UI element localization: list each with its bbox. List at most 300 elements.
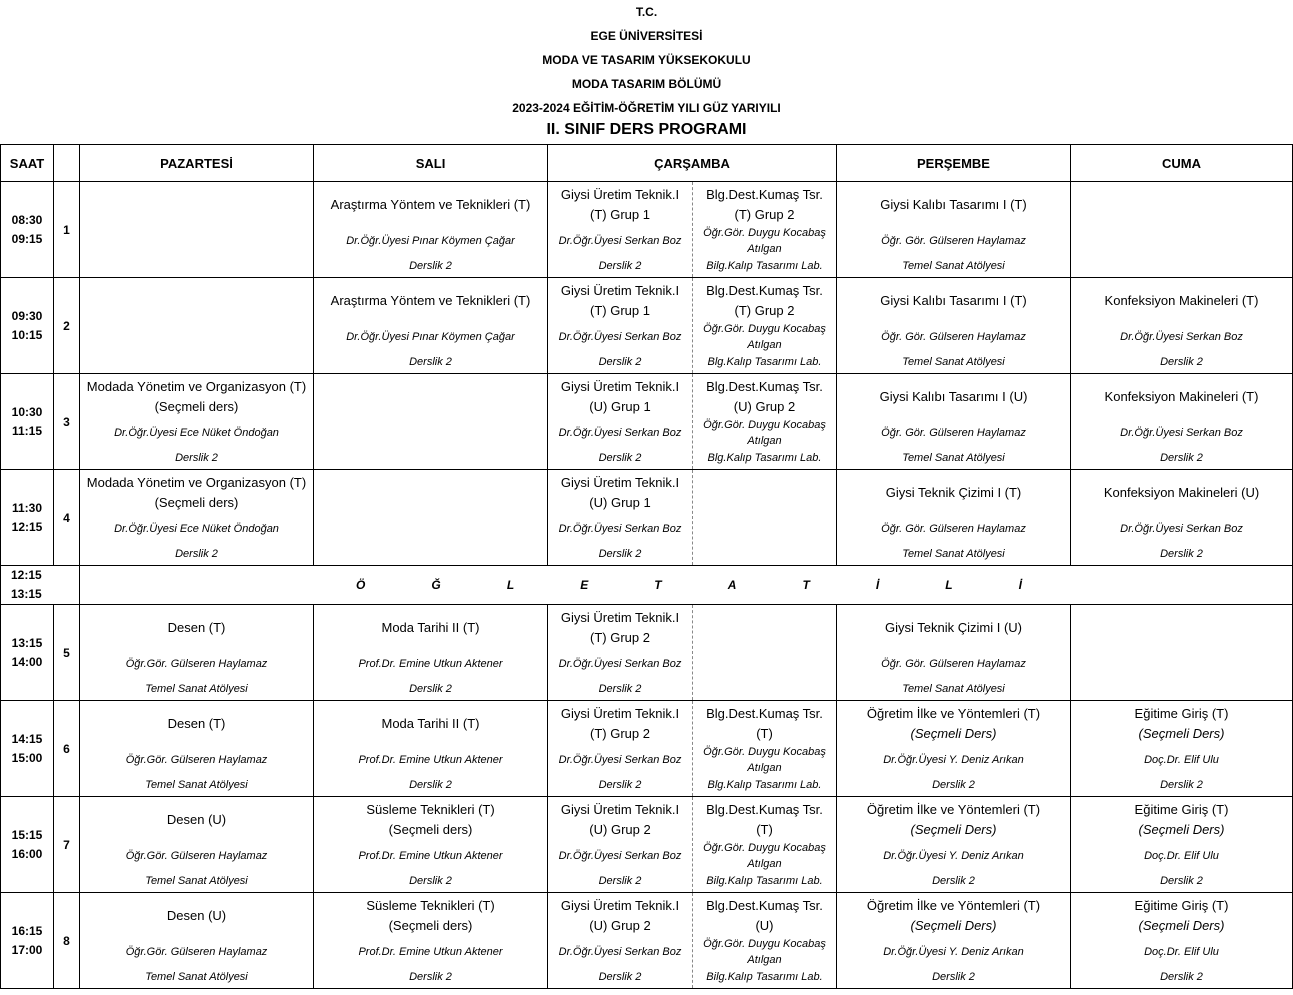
- course-name: [837, 470, 1070, 515]
- classroom: Derslik 2: [598, 970, 642, 983]
- course-title: Giysi Üretim Teknik.I: [560, 474, 680, 490]
- instructor-name-cont: Atılgan: [747, 434, 782, 447]
- cell-cuma: [1071, 470, 1293, 566]
- course-block: [80, 701, 313, 796]
- instructor: [693, 938, 836, 965]
- time-cell: [1, 278, 54, 374]
- classroom: Derslik 2: [932, 874, 975, 887]
- course-subtitle: (Seçmeli ders): [154, 494, 239, 510]
- course-block: [1071, 374, 1292, 469]
- instructor: [837, 323, 1070, 350]
- course-name: [1071, 374, 1292, 419]
- instructor: [548, 227, 692, 254]
- instructor-name-cont: Atılgan: [747, 953, 782, 966]
- course-block: [693, 278, 836, 373]
- instructor: [1071, 938, 1292, 965]
- classroom: Derslik 2: [175, 547, 218, 560]
- instructor: [80, 842, 313, 869]
- instructor-name: Dr.Öğr.Üyesi Serkan Boz: [1120, 426, 1243, 439]
- instructor-name: Öğr.Gör. Gülseren Haylamaz: [125, 657, 268, 670]
- course-name: [837, 182, 1070, 227]
- course-subtitle: (U) Grup 1: [589, 398, 651, 414]
- header-line-5: 2023-2024 EĞİTİM-ÖĞRETİM YILI GÜZ YARIYILI: [512, 101, 781, 115]
- classroom: Temel Sanat Atölyesi: [902, 547, 1005, 560]
- instructor-name: Öğr.Gör. Gülseren Haylamaz: [125, 753, 268, 766]
- lunch-letter: T: [802, 578, 810, 592]
- instructor: [314, 842, 547, 869]
- period-number: 5: [54, 605, 80, 701]
- classroom: Derslik 2: [1160, 778, 1203, 791]
- course-title: Blg.Dest.Kumaş Tsr.: [706, 378, 823, 394]
- instructor-name: Prof.Dr. Emine Utkun Aktener: [358, 945, 503, 958]
- lunch-letter: E: [580, 578, 589, 592]
- course-name: [837, 605, 1070, 650]
- instructor: [548, 419, 692, 446]
- instructor: [314, 650, 547, 677]
- classroom: Bilg.Kalıp Tasarımı Lab.: [706, 874, 823, 887]
- instructor-name: Öğr.Gör. Gülseren Haylamaz: [125, 945, 268, 958]
- end-time: 14:00: [11, 654, 43, 669]
- course-name: [693, 278, 836, 323]
- cell-carsamba-b: [693, 893, 837, 989]
- course-title: Giysi Üretim Teknik.I: [560, 801, 680, 817]
- classroom: Blg.Kalıp Tasarımı Lab.: [707, 778, 822, 791]
- course-subtitle: (U) Grup 1: [589, 494, 651, 510]
- cell-cuma: [1071, 182, 1293, 278]
- table-row: [1, 470, 1293, 566]
- classroom: Temel Sanat Atölyesi: [902, 355, 1005, 368]
- classroom: Derslik 2: [598, 547, 642, 560]
- course-title: Desen (T): [167, 715, 226, 731]
- instructor: [837, 938, 1070, 965]
- instructor-name: Dr.Öğr.Üyesi Y. Deniz Arıkan: [883, 849, 1024, 862]
- period-number: 8: [54, 893, 80, 989]
- instructor: [548, 323, 692, 350]
- table-row: [1, 797, 1293, 893]
- course-title: Blg.Dest.Kumaş Tsr.: [706, 801, 823, 817]
- classroom: Derslik 2: [598, 682, 642, 695]
- instructor: [693, 419, 836, 446]
- course-block: [837, 605, 1070, 700]
- cell-carsamba-b: [693, 470, 837, 566]
- cell-cuma: [1071, 278, 1293, 374]
- cell-persembe: [837, 278, 1071, 374]
- classroom: Derslik 2: [175, 451, 218, 464]
- course-name: [314, 278, 547, 323]
- classroom: Derslik 2: [598, 259, 642, 272]
- cell-pazartesi: [80, 470, 314, 566]
- cell-carsamba-b: [693, 605, 837, 701]
- instructor-name-cont: Atılgan: [747, 338, 782, 351]
- course-title: Öğretim İlke ve Yöntemleri (T): [866, 705, 1041, 721]
- course-name: [80, 605, 313, 650]
- cell-persembe: [837, 893, 1071, 989]
- course-name: [837, 374, 1070, 419]
- end-time: 10:15: [11, 327, 43, 342]
- course-subtitle: (Seçmeli Ders): [910, 821, 997, 837]
- course-title: Moda Tarihi II (T): [381, 715, 480, 731]
- course-block: [314, 701, 547, 796]
- course-name: [1071, 470, 1292, 515]
- col-carsamba: ÇARŞAMBA: [548, 145, 837, 182]
- instructor-name-cont: Atılgan: [747, 857, 782, 870]
- instructor: [1071, 515, 1292, 542]
- course-block: [314, 893, 547, 988]
- instructor: [80, 938, 313, 965]
- instructor-name: Dr.Öğr.Üyesi Serkan Boz: [558, 330, 682, 343]
- classroom: Derslik 2: [598, 355, 642, 368]
- cell-carsamba-a: [548, 278, 693, 374]
- instructor-name: Dr.Öğr.Üyesi Pınar Köymen Çağar: [346, 330, 515, 343]
- classroom: Blg.Kalıp Tasarımı Lab.: [707, 355, 822, 368]
- start-time: 15:15: [11, 827, 43, 842]
- course-subtitle: (T) Grup 1: [590, 206, 650, 222]
- course-block: [837, 470, 1070, 565]
- instructor: [548, 746, 692, 773]
- course-subtitle: (T) Grup 2: [734, 302, 795, 318]
- course-block: [1071, 893, 1292, 988]
- course-block: [837, 374, 1070, 469]
- course-title: Giysi Üretim Teknik.I: [560, 186, 680, 202]
- course-name: [837, 278, 1070, 323]
- course-name: [693, 893, 836, 938]
- course-title: Konfeksiyon Makineleri (T): [1104, 388, 1259, 404]
- course-subtitle: (Seçmeli Ders): [1138, 821, 1225, 837]
- instructor: [837, 419, 1070, 446]
- instructor: [837, 227, 1070, 254]
- course-title: Konfeksiyon Makineleri (T): [1104, 292, 1259, 308]
- course-subtitle: (T) Grup 2: [590, 725, 650, 741]
- instructor-name: Prof.Dr. Emine Utkun Aktener: [358, 753, 503, 766]
- course-block: [314, 605, 547, 700]
- classroom: Derslik 2: [932, 970, 975, 983]
- course-name: [314, 605, 547, 650]
- course-title: Desen (T): [167, 619, 226, 635]
- course-name: [80, 797, 313, 842]
- cell-pazartesi: [80, 278, 314, 374]
- instructor-name: Dr.Öğr.Üyesi Y. Deniz Arıkan: [883, 753, 1024, 766]
- classroom: Temel Sanat Atölyesi: [145, 874, 248, 887]
- course-subtitle: (Seçmeli ders): [154, 398, 239, 414]
- lunch-letter: İ: [875, 578, 880, 592]
- cell-pazartesi: [80, 797, 314, 893]
- instructor-name: Dr.Öğr.Üyesi Serkan Boz: [558, 234, 682, 247]
- course-subtitle: (Seçmeli Ders): [910, 725, 997, 741]
- instructor-name: Dr.Öğr.Üyesi Serkan Boz: [1120, 330, 1243, 343]
- course-title: Araştırma Yöntem ve Teknikleri (T): [330, 292, 531, 308]
- classroom: Derslik 2: [598, 451, 642, 464]
- course-subtitle: (T) Grup 2: [590, 629, 650, 645]
- cell-sali: [314, 470, 548, 566]
- course-block: [80, 893, 313, 988]
- instructor-name: Doç.Dr. Elif Ulu: [1144, 945, 1219, 958]
- header-line-2: EGE ÜNİVERSİTESİ: [590, 29, 703, 43]
- instructor-name: Dr.Öğr.Üyesi Serkan Boz: [558, 849, 682, 862]
- time-cell: [1, 605, 54, 701]
- lunch-break: [80, 566, 1293, 605]
- course-title: Süsleme Teknikleri (T): [366, 897, 495, 913]
- course-block: [80, 374, 313, 469]
- course-subtitle: (U): [755, 917, 774, 933]
- cell-carsamba-a: [548, 182, 693, 278]
- lunch-letter: L: [506, 578, 515, 592]
- course-block: [837, 278, 1070, 373]
- instructor: [314, 323, 547, 350]
- classroom: Derslik 2: [598, 778, 642, 791]
- classroom: Derslik 2: [409, 874, 452, 887]
- course-name: [548, 182, 692, 227]
- document-header: [0, 0, 1293, 142]
- instructor: [314, 938, 547, 965]
- start-time: 14:15: [11, 731, 43, 746]
- course-title: Giysi Üretim Teknik.I: [560, 609, 680, 625]
- instructor: [837, 746, 1070, 773]
- col-saat: SAAT: [1, 145, 54, 182]
- instructor-name: Öğr. Gör. Gülseren Haylamaz: [881, 330, 1026, 343]
- header-line-4: MODA TASARIM BÖLÜMÜ: [571, 77, 722, 91]
- course-title: Giysi Teknik Çizimi I (U): [885, 619, 1022, 635]
- course-title: Desen (U): [166, 907, 227, 923]
- cell-carsamba-a: [548, 605, 693, 701]
- cell-persembe: [837, 374, 1071, 470]
- course-title: Giysi Üretim Teknik.I: [560, 282, 680, 298]
- course-name: [837, 893, 1070, 938]
- cell-pazartesi: [80, 701, 314, 797]
- instructor: [80, 419, 313, 446]
- start-time: 10:30: [11, 404, 43, 419]
- course-block: [1071, 278, 1292, 373]
- instructor: [1071, 323, 1292, 350]
- course-name: [548, 701, 692, 746]
- instructor-name: Dr.Öğr.Üyesi Serkan Boz: [1120, 522, 1243, 535]
- course-title: Blg.Dest.Kumaş Tsr.: [706, 282, 823, 298]
- instructor: [314, 746, 547, 773]
- course-name: [1071, 893, 1292, 938]
- classroom: Temel Sanat Atölyesi: [902, 682, 1005, 695]
- cell-carsamba-a: [548, 797, 693, 893]
- course-block: [1071, 701, 1292, 796]
- col-number: [54, 145, 80, 182]
- course-subtitle: (U) Grup 2: [733, 398, 796, 414]
- end-time: 17:00: [11, 942, 43, 957]
- course-name: [548, 605, 692, 650]
- time-cell: [1, 182, 54, 278]
- lunch-letter: L: [945, 578, 953, 592]
- start-time: 16:15: [11, 923, 43, 938]
- course-name: [80, 470, 313, 515]
- cell-sali: [314, 374, 548, 470]
- course-title: Eğitime Giriş (T): [1134, 897, 1229, 913]
- period-number: 2: [54, 278, 80, 374]
- instructor-name: Öğr.Gör. Duygu Kocabaş: [703, 745, 826, 758]
- course-subtitle: (T) Grup 1: [590, 302, 650, 318]
- course-title: Blg.Dest.Kumaş Tsr.: [706, 897, 823, 913]
- instructor-name: Dr.Öğr.Üyesi Serkan Boz: [558, 753, 682, 766]
- cell-carsamba-a: [548, 470, 693, 566]
- lunch-start: 12:15: [11, 568, 42, 582]
- end-time: 09:15: [11, 231, 43, 246]
- cell-carsamba-a: [548, 893, 693, 989]
- course-name: [314, 893, 547, 938]
- classroom: Derslik 2: [1160, 547, 1203, 560]
- cell-cuma: [1071, 893, 1293, 989]
- course-title: Blg.Dest.Kumaş Tsr.: [706, 186, 823, 202]
- period-number: 6: [54, 701, 80, 797]
- column-header-row: [1, 145, 1293, 182]
- classroom: Temel Sanat Atölyesi: [145, 778, 248, 791]
- classroom: Derslik 2: [409, 355, 452, 368]
- instructor-name: Dr.Öğr.Üyesi Ece Nüket Öndoğan: [114, 522, 279, 535]
- cell-sali: [314, 182, 548, 278]
- cell-sali: [314, 893, 548, 989]
- course-name: [80, 893, 313, 938]
- instructor: [1071, 746, 1292, 773]
- instructor-name: Doç.Dr. Elif Ulu: [1144, 753, 1219, 766]
- classroom: Bilg.Kalıp Tasarımı Lab.: [706, 970, 823, 983]
- course-name: [693, 797, 836, 842]
- cell-sali: [314, 797, 548, 893]
- cell-carsamba-b: [693, 374, 837, 470]
- course-title: Giysi Üretim Teknik.I: [560, 897, 680, 913]
- course-block: [837, 701, 1070, 796]
- course-subtitle: (T) Grup 2: [734, 206, 795, 222]
- classroom: Derslik 2: [409, 970, 452, 983]
- course-title: Eğitime Giriş (T): [1134, 705, 1229, 721]
- course-subtitle: (Seçmeli ders): [388, 821, 473, 837]
- col-persembe: PERŞEMBE: [837, 145, 1071, 182]
- cell-pazartesi: [80, 893, 314, 989]
- course-block: [1071, 470, 1292, 565]
- course-name: [837, 701, 1070, 746]
- classroom: Derslik 2: [1160, 874, 1203, 887]
- schedule-table: [0, 144, 1293, 989]
- course-block: [548, 278, 692, 373]
- course-block: [548, 893, 692, 988]
- classroom: Temel Sanat Atölyesi: [902, 259, 1005, 272]
- course-title: Eğitime Giriş (T): [1134, 801, 1229, 817]
- cell-pazartesi: [80, 182, 314, 278]
- end-time: 15:00: [11, 750, 43, 765]
- period-number: 1: [54, 182, 80, 278]
- time-cell: [1, 470, 54, 566]
- classroom: Blg.Kalıp Tasarımı Lab.: [707, 451, 822, 464]
- course-block: [837, 893, 1070, 988]
- course-subtitle: (U) Grup 2: [589, 917, 651, 933]
- instructor-name: Öğr.Gör. Duygu Kocabaş: [703, 418, 826, 431]
- instructor: [837, 515, 1070, 542]
- instructor-name: Öğr.Gör. Duygu Kocabaş: [703, 937, 826, 950]
- cell-carsamba-a: [548, 701, 693, 797]
- cell-cuma: [1071, 701, 1293, 797]
- instructor: [80, 515, 313, 542]
- course-block: [693, 701, 836, 796]
- course-name: [314, 182, 547, 227]
- time-cell: [1, 893, 54, 989]
- cell-sali: [314, 701, 548, 797]
- classroom: Derslik 2: [1160, 970, 1203, 983]
- course-block: [693, 893, 836, 988]
- course-title: Desen (U): [166, 811, 227, 827]
- time-cell: [1, 797, 54, 893]
- course-name: [80, 701, 313, 746]
- lunch-row: [1, 566, 1293, 605]
- cell-carsamba-b: [693, 278, 837, 374]
- course-subtitle: (Seçmeli ders): [388, 917, 473, 933]
- course-title: Süsleme Teknikleri (T): [366, 801, 495, 817]
- course-title: Giysi Üretim Teknik.I: [560, 705, 680, 721]
- course-name: [1071, 278, 1292, 323]
- end-time: 16:00: [11, 846, 43, 861]
- course-subtitle: (Seçmeli Ders): [1138, 917, 1225, 933]
- start-time: 13:15: [11, 635, 43, 650]
- course-name: [548, 278, 692, 323]
- course-subtitle: (Seçmeli Ders): [910, 917, 997, 933]
- instructor-name: Öğr. Gör. Gülseren Haylamaz: [881, 426, 1026, 439]
- instructor-name: Dr.Öğr.Üyesi Serkan Boz: [558, 945, 682, 958]
- course-block: [548, 797, 692, 892]
- course-name: [1071, 701, 1292, 746]
- instructor-name: Öğr.Gör. Gülseren Haylamaz: [125, 849, 268, 862]
- schedule-body: [1, 182, 1293, 989]
- lunch-letter: Ö: [356, 578, 366, 592]
- table-row: [1, 374, 1293, 470]
- instructor: [693, 842, 836, 869]
- course-title: Giysi Kalıbı Tasarımı I (T): [880, 196, 1027, 212]
- classroom: Temel Sanat Atölyesi: [902, 451, 1005, 464]
- instructor-name: Prof.Dr. Emine Utkun Aktener: [358, 657, 503, 670]
- course-block: [314, 182, 547, 277]
- table-row: [1, 893, 1293, 989]
- course-block: [314, 278, 547, 373]
- course-title: Öğretim İlke ve Yöntemleri (T): [866, 801, 1041, 817]
- classroom: Derslik 2: [409, 682, 452, 695]
- instructor: [80, 746, 313, 773]
- instructor: [693, 227, 836, 254]
- course-name: [837, 797, 1070, 842]
- time-cell: [1, 701, 54, 797]
- course-name: [548, 374, 692, 419]
- instructor-name: Öğr.Gör. Duygu Kocabaş: [703, 322, 826, 335]
- course-title: Öğretim İlke ve Yöntemleri (T): [866, 897, 1041, 913]
- course-block: [837, 797, 1070, 892]
- course-block: [548, 701, 692, 796]
- course-subtitle: (T): [756, 725, 773, 741]
- time-cell: [1, 374, 54, 470]
- period-number: 4: [54, 470, 80, 566]
- classroom: Derslik 2: [932, 778, 975, 791]
- instructor-name: Dr.Öğr.Üyesi Serkan Boz: [558, 426, 682, 439]
- instructor-name: Öğr. Gör. Gülseren Haylamaz: [881, 657, 1026, 670]
- course-name: [1071, 797, 1292, 842]
- cell-persembe: [837, 605, 1071, 701]
- cell-pazartesi: [80, 605, 314, 701]
- table-row: [1, 605, 1293, 701]
- course-block: [80, 605, 313, 700]
- course-subtitle: (T): [756, 821, 773, 837]
- lunch-letter: İ: [1018, 578, 1022, 592]
- instructor: [693, 746, 836, 773]
- instructor-name: Dr.Öğr.Üyesi Pınar Köymen Çağar: [346, 234, 515, 247]
- cell-persembe: [837, 797, 1071, 893]
- cell-persembe: [837, 182, 1071, 278]
- instructor: [1071, 842, 1292, 869]
- instructor-name: Dr.Öğr.Üyesi Ece Nüket Öndoğan: [114, 426, 279, 439]
- course-name: [80, 374, 313, 419]
- lunch-letter: T: [654, 578, 662, 592]
- instructor-name-cont: Atılgan: [747, 761, 782, 774]
- col-pazartesi: PAZARTESİ: [80, 145, 314, 182]
- instructor: [548, 938, 692, 965]
